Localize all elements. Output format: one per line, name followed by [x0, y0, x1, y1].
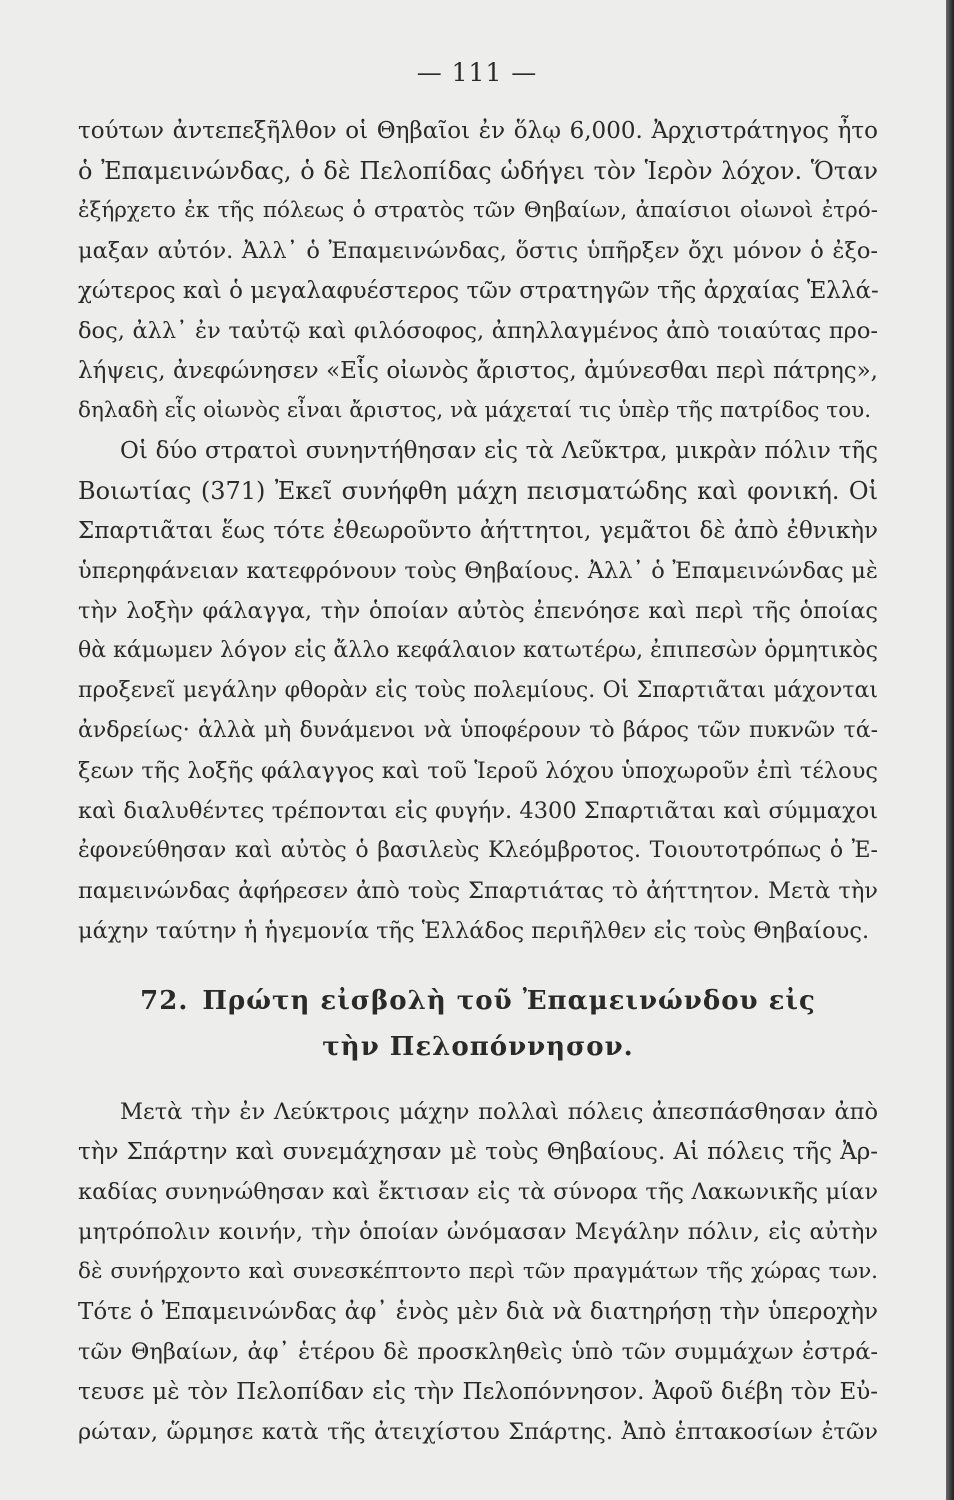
text-line: μάχην ταύτην ἡ ἡγεμονία τῆς Ἑλλάδος περιῆλθεν εἰς τοὺς Θηβαίους.	[78, 918, 870, 944]
text-line: ξεων τῆς λοξῆς φάλαγγος καὶ τοῦ Ἱεροῦ λόχου ὑποχωροῦν ἐπὶ τέλους	[78, 758, 878, 784]
section-title-line1: Πρώτη εἰσβολὴ τοῦ Ἐπαμεινώνδου εἰς	[202, 986, 816, 1016]
page-number: — 111 —	[416, 58, 538, 87]
section-number: 72.	[140, 986, 189, 1016]
text-line: τὴν λοξὴν φάλαγγα, τὴν ὁποίαν αὐτὸς ἐπενόησε καὶ περὶ τῆς ὁποίας	[78, 598, 878, 624]
text-line: Τότε ὁ Ἐπαμεινώνδας ἀφ᾽ ἑνὸς μὲν διὰ νὰ διατηρήσῃ τὴν ὑπεροχὴν	[78, 1299, 878, 1325]
text-line: ὑπερηφάνειαν κατεφρόνουν τοὺς Θηβαίους. Ἀλλ᾽ ὁ Ἐπαμεινώνδας μὲ	[78, 558, 878, 584]
text-line: μαξαν αὐτόν. Ἀλλ᾽ ὁ Ἐπαμεινώνδας, ὅστις ὑπῆρξεν ὄχι μόνον ὁ ἐξο-	[78, 238, 878, 264]
text-line: τὴν Σπάρτην καὶ συνεμάχησαν μὲ τοὺς Θηβαίους. Αἱ πόλεις τῆς Ἀρ-	[78, 1139, 878, 1165]
text-line: ἐξήρχετο ἐκ τῆς πόλεως ὁ στρατὸς τῶν Θηβαίων, ἀπαίσιοι οἰωνοὶ ἐτρό-	[78, 198, 878, 223]
text-line: προξενεῖ μεγάλην φθορὰν εἰς τοὺς πολεμίους. Οἱ Σπαρτιᾶται μάχονται	[78, 678, 878, 703]
text-line: τῶν Θηβαίων, ἀφ᾽ ἑτέρου δὲ προσκληθεὶς ὑπὸ τῶν συμμάχων ἐστρά-	[78, 1339, 878, 1365]
text-line: ἀνδρείως· ἀλλὰ μὴ δυνάμενοι νὰ ὑποφέρουν τὸ βάρος τῶν πυκνῶν τά-	[78, 718, 878, 743]
text-line: δος, ἀλλ᾽ ἐν ταὐτῷ καὶ φιλόσοφος, ἀπηλλαγμένος ἀπὸ τοιαύτας προ-	[78, 318, 878, 344]
text-line: θὰ κάμωμεν λόγον εἰς ἄλλο κεφάλαιον κατωτέρω, ἐπιπεσὼν ὁρμητικὸς	[78, 638, 878, 663]
text-line: Μετὰ τὴν ἐν Λεύκτροις μάχην πολλαὶ πόλεις ἀπεσπάσθησαν ἀπὸ	[120, 1099, 878, 1125]
text-line: Οἱ δύο στρατοὶ συνηντήθησαν εἰς τὰ Λεῦκτρα, μικρὰν πόλιν τῆς	[120, 438, 878, 464]
page-edge-shadow	[946, 0, 954, 1500]
text-line: λήψεις, ἀνεφώνησεν «Εἷς οἰωνὸς ἄριστος, ἀμύνεσθαι περὶ πάτρης»,	[78, 358, 878, 384]
text-line: τευσε μὲ τὸν Πελοπίδαν εἰς τὴν Πελοπόννησον. Ἀφοῦ διέβη τὸν Εὐ-	[78, 1379, 878, 1405]
section-heading-continuation	[78, 1027, 878, 1067]
text-line: καδίας συνηνώθησαν καὶ ἔκτισαν εἰς τὰ σύνορα τῆς Λακωνικῆς μίαν	[78, 1179, 878, 1205]
text-line: ὁ Ἐπαμεινώνδας, ὁ δὲ Πελοπίδας ὡδήγει τὸν Ἱερὸν λόχον. Ὅταν	[78, 157, 878, 185]
text-line: παμεινώνδας ἀφήρεσεν ἀπὸ τοὺς Σπαρτιάτας τὸ ἀήττητον. Μετὰ τὴν	[78, 878, 878, 904]
text-line: χώτερος καὶ ὁ μεγαλαφυέστερος τῶν στρατηγῶν τῆς ἀρχαίας Ἑλλά-	[78, 278, 879, 304]
text-line: δὲ συνήρχοντο καὶ συνεσκέπτοντο περὶ τῶν πραγμάτων τῆς χώρας των.	[78, 1259, 878, 1284]
text-line: τούτων ἀντεπεξῆλθον οἱ Θηβαῖοι ἐν ὅλῳ 6,000. Ἀρχιστράτηγος ἦτο	[78, 118, 878, 144]
text-line: δηλαδὴ εἷς οἰωνὸς εἶναι ἄριστος, νὰ μάχεταί τις ὑπὲρ τῆς πατρίδος του.	[78, 398, 872, 423]
text-line: Σπαρτιᾶται ἕως τότε ἐθεωροῦντο ἀήττητοι, γεμᾶτοι δὲ ἀπὸ ἐθνικὴν	[78, 518, 878, 544]
text-line: καὶ διαλυθέντες τρέπονται εἰς φυγήν. 4300 Σπαρτιᾶται καὶ σύμμαχοι	[78, 798, 878, 824]
text-line: ἐφονεύθησαν καὶ αὐτὸς ὁ βασιλεὺς Κλεόμβροτος. Τοιουτοτρόπως ὁ Ἐ-	[78, 838, 878, 863]
text-line: μητρόπολιν κοινήν, τὴν ὁποίαν ὠνόμασαν Μεγάλην πόλιν, εἰς αὐτὴν	[78, 1219, 878, 1245]
section-title-line2: τὴν Πελοπόννησον.	[322, 1032, 634, 1062]
text-line: ρώταν, ὥρμησε κατὰ τῆς ἀτειχίστου Σπάρτης. Ἀπὸ ἑπτακοσίων ἐτῶν	[78, 1419, 878, 1445]
text-line: Βοιωτίας (371) Ἐκεῖ συνήφθη μάχη πεισματώδης καὶ φονική. Οἱ	[78, 477, 878, 505]
section-heading	[78, 981, 878, 1021]
